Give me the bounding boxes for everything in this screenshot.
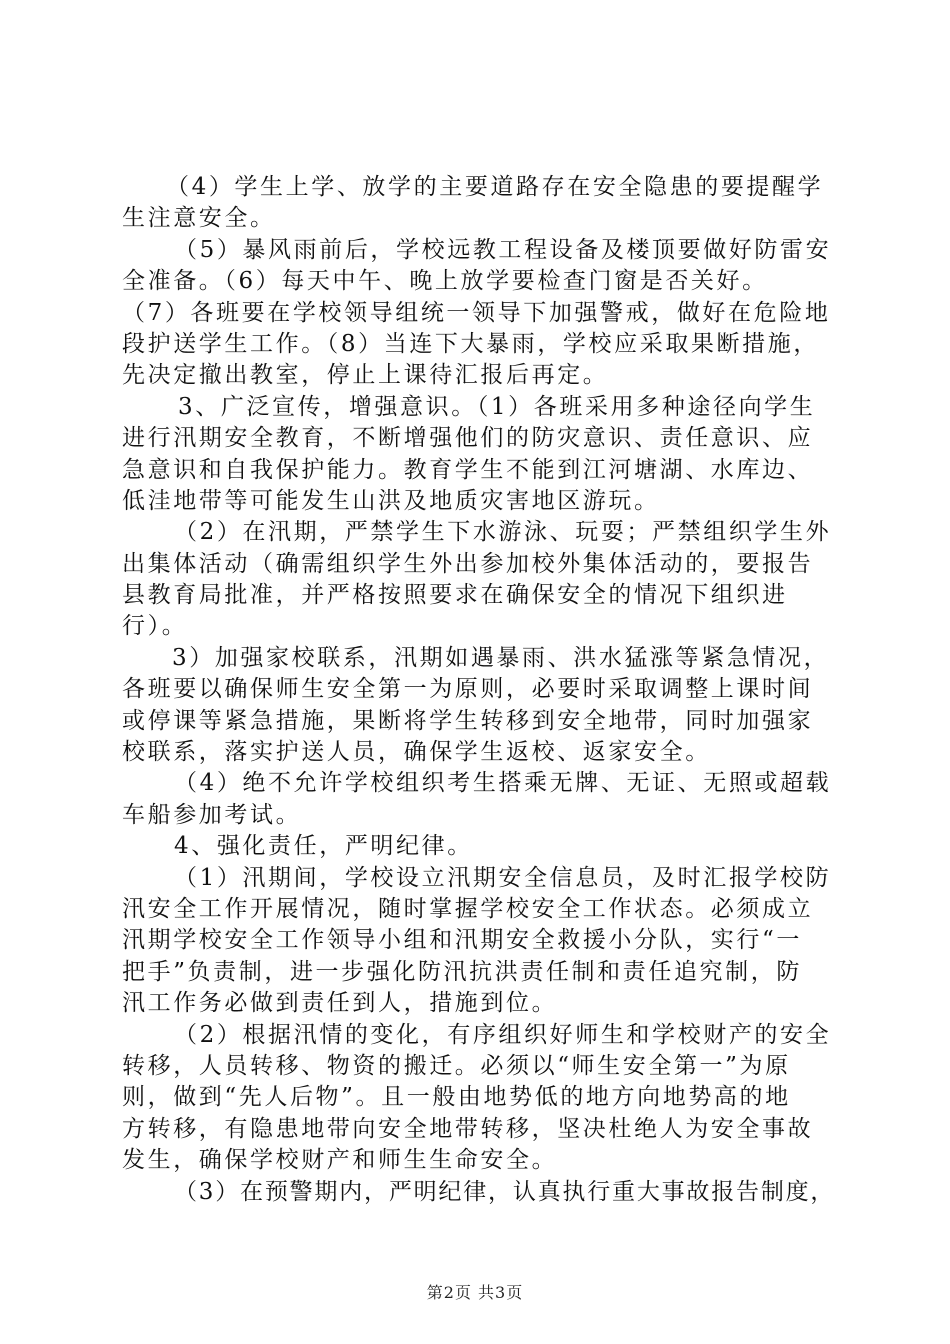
text-line: 低洼地带等可能发生山洪及地质灾害地区游玩。 xyxy=(122,487,660,514)
text-line: （4）绝不允许学校组织考生搭乘无牌、无证、无照或超载 xyxy=(174,770,832,797)
text-line: 汛工作务必做到责任到人，措施到位。 xyxy=(122,990,558,1017)
text-line: 生注意安全。 xyxy=(122,205,276,232)
text-line: 车船参加考试。 xyxy=(122,801,302,828)
text-line: 急意识和自我保护能力。教育学生不能到江河塘湖、水库边、 xyxy=(122,456,814,483)
document-body xyxy=(122,172,840,1208)
text-line: 汛期学校安全工作领导小组和汛期安全救援小分队，实行“一 xyxy=(122,927,802,954)
text-line: （4）学生上学、放学的主要道路存在安全隐患的要提醒学 xyxy=(166,174,824,200)
text-line: 4、强化责任，严明纪律。 xyxy=(174,833,473,860)
text-line: 先决定撤出教室，停止上课待汇报后再定。 xyxy=(122,362,609,389)
text-line: 汛安全工作开展情况，随时掌握学校安全工作状态。必须成立 xyxy=(122,895,814,922)
text-line: 出集体活动（确需组织学生外出参加校外集体活动的，要报告 xyxy=(122,550,814,577)
text-line: （2）在汛期，严禁学生下水游泳、玩耍；严禁组织学生外 xyxy=(174,519,832,546)
text-line: 或停课等紧急措施，果断将学生转移到安全地带，同时加强家 xyxy=(122,707,814,734)
page-footer: 第2页 共3页 xyxy=(426,1283,524,1302)
text-line: 方转移，有隐患地带向安全地带转移，坚决杜绝人为安全事故 xyxy=(122,1115,814,1142)
text-line: 3）加强家校联系，汛期如遇暴雨、洪水猛涨等紧急情况， xyxy=(172,644,830,671)
text-line: （3）在预警期内，严明纪律，认真执行重大事故报告制度， xyxy=(174,1178,836,1205)
text-line: 3、广泛宣传，增强意识。（1）各班采用多种途径向学生 xyxy=(178,393,816,420)
text-line: 行）。 xyxy=(122,613,188,640)
text-line: 发生，确保学校财产和师生生命安全。 xyxy=(122,1147,558,1174)
text-line: 段护送学生工作。（8）当连下大暴雨，学校应采取果断措施， xyxy=(122,330,819,357)
text-line: （1）汛期间，学校设立汛期安全信息员，及时汇报学校防 xyxy=(174,864,832,891)
text-line: 校联系，落实护送人员，确保学生返校、返家安全。 xyxy=(122,739,711,766)
text-line: 则，做到“先人后物”。且一般由地势低的地方向地势高的地 xyxy=(122,1084,791,1111)
text-line: 各班要以确保师生安全第一为原则，必要时采取调整上课时间 xyxy=(122,676,814,703)
text-line: 转移，人员转移、物资的搬迁。必须以“师生安全第一”为原 xyxy=(122,1052,791,1079)
text-line: 全准备。（6）每天中午、晚上放学要检查门窗是否关好。 xyxy=(122,268,768,295)
text-line: 把手”负责制，进一步强化防汛抗洪责任制和责任追究制，防 xyxy=(122,958,802,985)
text-line: （2）根据汛情的变化，有序组织好师生和学校财产的安全 xyxy=(174,1021,832,1048)
text-line: 进行汛期安全教育，不断增强他们的防灾意识、责任意识、应 xyxy=(122,425,814,452)
text-line: （5）暴风雨前后，学校远教工程设备及楼顶要做好防雷安 xyxy=(174,236,832,263)
text-line: 县教育局批准，并严格按照要求在确保安全的情况下组织进 xyxy=(122,582,788,609)
text-line: （7）各班要在学校领导组统一领导下加强警戒，做好在危险地 xyxy=(122,299,831,326)
